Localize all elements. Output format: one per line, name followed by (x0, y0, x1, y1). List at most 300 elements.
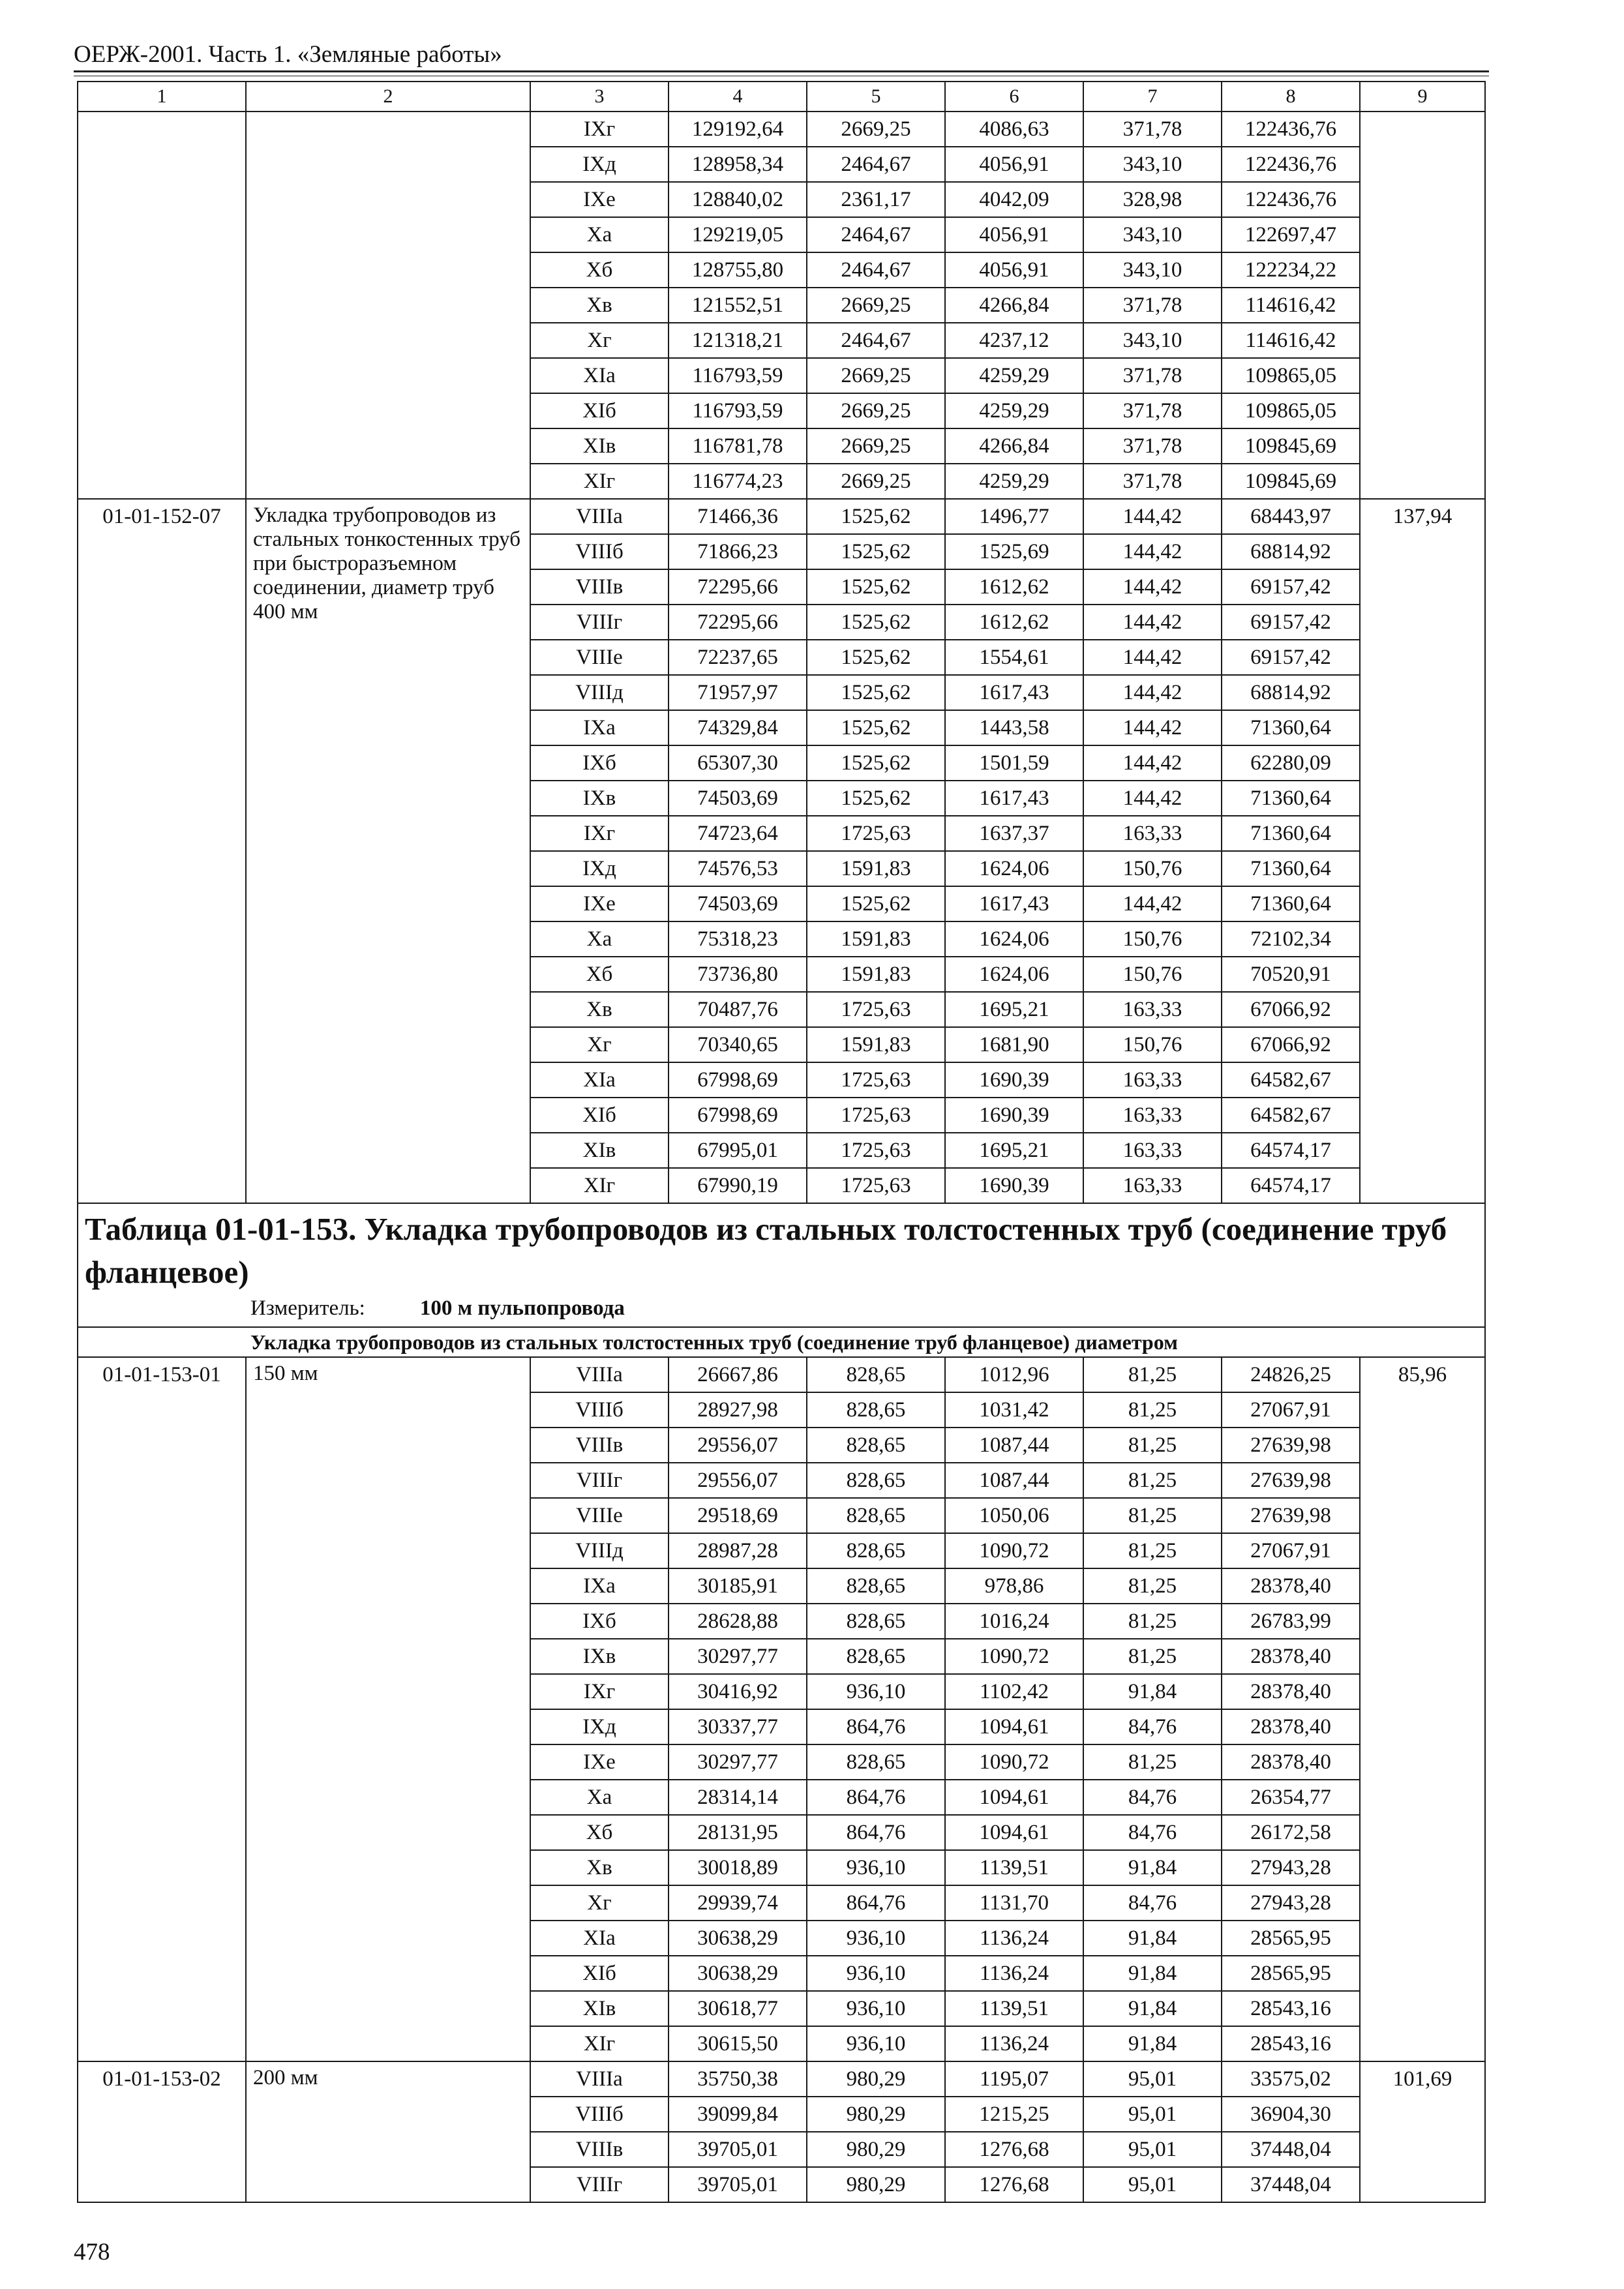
materials-cost: 109865,05 (1222, 393, 1360, 428)
rate-block-01-01-153-01 (78, 1357, 1485, 2061)
wages: 2669,25 (807, 428, 945, 464)
rate-block-01-01-152-07 (78, 499, 1485, 1203)
total-cost: 67998,69 (669, 1062, 807, 1098)
machinist-wages: 371,78 (1083, 464, 1222, 499)
machine-cost: 1496,77 (945, 499, 1083, 534)
table-title-row (78, 1203, 1485, 1327)
total-cost: 71466,36 (669, 499, 807, 534)
machine-cost: 1139,51 (945, 1991, 1083, 2026)
total-cost: 30618,77 (669, 1991, 807, 2026)
labor-cost: 85,96 (1360, 1357, 1485, 2061)
machinist-wages: 91,84 (1083, 1956, 1222, 1991)
machine-cost: 4259,29 (945, 464, 1083, 499)
materials-cost: 28543,16 (1222, 2026, 1360, 2061)
total-cost: 28314,14 (669, 1780, 807, 1815)
zone-group: VIIIв (530, 1428, 669, 1463)
zone-group: Xа (530, 921, 669, 957)
materials-cost: 28378,40 (1222, 1639, 1360, 1674)
total-cost: 35750,38 (669, 2061, 807, 2097)
work-description: 200 мм (246, 2061, 530, 2202)
total-cost: 72237,65 (669, 640, 807, 675)
total-cost: 30185,91 (669, 1568, 807, 1604)
machinist-wages: 163,33 (1083, 1062, 1222, 1098)
wages: 828,65 (807, 1357, 945, 1392)
machine-cost: 1612,62 (945, 605, 1083, 640)
wages: 936,10 (807, 1921, 945, 1956)
zone-group: IXг (530, 816, 669, 851)
materials-cost: 64582,67 (1222, 1062, 1360, 1098)
machine-cost: 1624,06 (945, 851, 1083, 886)
wages: 1725,63 (807, 816, 945, 851)
total-cost: 128958,34 (669, 147, 807, 182)
machine-cost: 4259,29 (945, 393, 1083, 428)
machinist-wages: 91,84 (1083, 1991, 1222, 2026)
wages: 2669,25 (807, 393, 945, 428)
zone-group: Xа (530, 217, 669, 252)
labor-cost: 137,94 (1360, 499, 1485, 1203)
wages: 1725,63 (807, 992, 945, 1027)
wages: 1725,63 (807, 1168, 945, 1203)
machinist-wages: 144,42 (1083, 675, 1222, 710)
machine-cost: 1087,44 (945, 1463, 1083, 1498)
machinist-wages: 371,78 (1083, 358, 1222, 393)
materials-cost: 27639,98 (1222, 1463, 1360, 1498)
machinist-wages: 343,10 (1083, 147, 1222, 182)
wages: 980,29 (807, 2097, 945, 2132)
machinist-wages: 84,76 (1083, 1780, 1222, 1815)
machinist-wages: 81,25 (1083, 1533, 1222, 1568)
machine-cost: 1501,59 (945, 745, 1083, 781)
materials-cost: 122697,47 (1222, 217, 1360, 252)
machine-cost: 1090,72 (945, 1744, 1083, 1780)
materials-cost: 28378,40 (1222, 1709, 1360, 1744)
materials-cost: 109865,05 (1222, 358, 1360, 393)
total-cost: 74723,64 (669, 816, 807, 851)
materials-cost: 109845,69 (1222, 428, 1360, 464)
zone-group: Xв (530, 992, 669, 1027)
machinist-wages: 144,42 (1083, 781, 1222, 816)
zone-group: XIа (530, 1921, 669, 1956)
total-cost: 67995,01 (669, 1133, 807, 1168)
wages: 2669,25 (807, 112, 945, 147)
work-description (246, 112, 530, 499)
wages: 2669,25 (807, 288, 945, 323)
materials-cost: 36904,30 (1222, 2097, 1360, 2132)
wages: 864,76 (807, 1780, 945, 1815)
materials-cost: 71360,64 (1222, 886, 1360, 921)
total-cost: 71866,23 (669, 534, 807, 569)
machine-cost: 4266,84 (945, 428, 1083, 464)
labor-cost: 101,69 (1360, 2061, 1485, 2202)
machine-cost: 1012,96 (945, 1357, 1083, 1392)
machinist-wages: 150,76 (1083, 957, 1222, 992)
column-number: 4 (669, 82, 807, 112)
materials-cost: 26783,99 (1222, 1604, 1360, 1639)
wages: 980,29 (807, 2167, 945, 2202)
wages: 1725,63 (807, 1098, 945, 1133)
total-cost: 29556,07 (669, 1463, 807, 1498)
zone-group: XIв (530, 1133, 669, 1168)
machinist-wages: 144,42 (1083, 605, 1222, 640)
rate-block-continued (78, 112, 1485, 499)
work-description: Укладка трубопроводов из стальных тонкостенных труб при быстроразъемном соединении, диаметр труб 400 мм (246, 499, 530, 1203)
total-cost: 116793,59 (669, 393, 807, 428)
materials-cost: 71360,64 (1222, 710, 1360, 745)
zone-group: XIб (530, 393, 669, 428)
machine-cost: 1525,69 (945, 534, 1083, 569)
wages: 828,65 (807, 1428, 945, 1463)
total-cost: 30416,92 (669, 1674, 807, 1709)
machine-cost: 1690,39 (945, 1098, 1083, 1133)
column-number: 7 (1083, 82, 1222, 112)
total-cost: 29518,69 (669, 1498, 807, 1533)
machinist-wages: 81,25 (1083, 1604, 1222, 1639)
wages: 828,65 (807, 1744, 945, 1780)
zone-group: VIIIг (530, 2167, 669, 2202)
total-cost: 28628,88 (669, 1604, 807, 1639)
materials-cost: 24826,25 (1222, 1357, 1360, 1392)
materials-cost: 122436,76 (1222, 182, 1360, 217)
materials-cost: 122234,22 (1222, 252, 1360, 288)
zone-group: VIIIе (530, 1498, 669, 1533)
machine-cost: 4056,91 (945, 252, 1083, 288)
column-number: 5 (807, 82, 945, 112)
total-cost: 74329,84 (669, 710, 807, 745)
wages: 936,10 (807, 1956, 945, 1991)
wages: 864,76 (807, 1815, 945, 1850)
meter-line (85, 1294, 1478, 1323)
column-number: 2 (246, 82, 530, 112)
zone-group: XIа (530, 1062, 669, 1098)
total-cost: 128755,80 (669, 252, 807, 288)
machine-cost: 1136,24 (945, 2026, 1083, 2061)
machine-cost: 1094,61 (945, 1815, 1083, 1850)
machine-cost: 1443,58 (945, 710, 1083, 745)
machinist-wages: 95,01 (1083, 2061, 1222, 2097)
machinist-wages: 144,42 (1083, 640, 1222, 675)
machinist-wages: 150,76 (1083, 851, 1222, 886)
zone-group: VIIIд (530, 1533, 669, 1568)
table-subheading: Укладка трубопроводов из стальных толстостенных труб (соединение труб фланцевое) диаметром (78, 1327, 1485, 1357)
materials-cost: 122436,76 (1222, 112, 1360, 147)
zone-group: IXд (530, 851, 669, 886)
wages: 1591,83 (807, 957, 945, 992)
machinist-wages: 144,42 (1083, 534, 1222, 569)
wages: 1525,62 (807, 640, 945, 675)
machine-cost: 1624,06 (945, 957, 1083, 992)
machine-cost: 1102,42 (945, 1674, 1083, 1709)
total-cost: 116781,78 (669, 428, 807, 464)
machinist-wages: 95,01 (1083, 2132, 1222, 2167)
materials-cost: 28543,16 (1222, 1991, 1360, 2026)
zone-group: XIг (530, 464, 669, 499)
machinist-wages: 81,25 (1083, 1498, 1222, 1533)
zone-group: VIIIа (530, 1357, 669, 1392)
total-cost: 72295,66 (669, 605, 807, 640)
table-row (78, 499, 1485, 534)
materials-cost: 28378,40 (1222, 1744, 1360, 1780)
wages: 828,65 (807, 1604, 945, 1639)
materials-cost: 69157,42 (1222, 605, 1360, 640)
total-cost: 71957,97 (669, 675, 807, 710)
machinist-wages: 163,33 (1083, 816, 1222, 851)
total-cost: 67998,69 (669, 1098, 807, 1133)
materials-cost: 62280,09 (1222, 745, 1360, 781)
zone-group: XIа (530, 358, 669, 393)
materials-cost: 114616,42 (1222, 323, 1360, 358)
subheading-row (78, 1327, 1485, 1357)
total-cost: 30638,29 (669, 1956, 807, 1991)
wages: 1725,63 (807, 1133, 945, 1168)
materials-cost: 27639,98 (1222, 1498, 1360, 1533)
machinist-wages: 84,76 (1083, 1885, 1222, 1921)
materials-cost: 64582,67 (1222, 1098, 1360, 1133)
total-cost: 129192,64 (669, 112, 807, 147)
machinist-wages: 144,42 (1083, 569, 1222, 605)
machine-cost: 1624,06 (945, 921, 1083, 957)
machine-cost: 1139,51 (945, 1850, 1083, 1885)
materials-cost: 27639,98 (1222, 1428, 1360, 1463)
meter-label: Измеритель: (250, 1296, 365, 1320)
wages: 1725,63 (807, 1062, 945, 1098)
materials-cost: 71360,64 (1222, 851, 1360, 886)
rate-block-01-01-153-02 (78, 2061, 1485, 2202)
zone-group: IXг (530, 112, 669, 147)
materials-cost: 71360,64 (1222, 816, 1360, 851)
total-cost: 121318,21 (669, 323, 807, 358)
machine-cost: 1617,43 (945, 886, 1083, 921)
materials-cost: 71360,64 (1222, 781, 1360, 816)
total-cost: 74503,69 (669, 886, 807, 921)
table-row (78, 112, 1485, 147)
machinist-wages: 163,33 (1083, 1133, 1222, 1168)
wages: 936,10 (807, 2026, 945, 2061)
wages: 980,29 (807, 2132, 945, 2167)
machine-cost: 978,86 (945, 1568, 1083, 1604)
machine-cost: 1090,72 (945, 1533, 1083, 1568)
machine-cost: 1637,37 (945, 816, 1083, 851)
machinist-wages: 81,25 (1083, 1744, 1222, 1780)
machine-cost: 1087,44 (945, 1428, 1083, 1463)
rates-table (77, 81, 1486, 2203)
materials-cost: 27067,91 (1222, 1392, 1360, 1428)
materials-cost: 37448,04 (1222, 2167, 1360, 2202)
machinist-wages: 163,33 (1083, 1168, 1222, 1203)
wages: 1525,62 (807, 499, 945, 534)
meter-value: 100 м пульпопровода (419, 1296, 625, 1320)
page-number: 478 (74, 2239, 110, 2266)
materials-cost: 72102,34 (1222, 921, 1360, 957)
zone-group: XIб (530, 1098, 669, 1133)
zone-group: Xв (530, 288, 669, 323)
wages: 2464,67 (807, 147, 945, 182)
wages: 936,10 (807, 1850, 945, 1885)
machinist-wages: 81,25 (1083, 1463, 1222, 1498)
machinist-wages: 343,10 (1083, 323, 1222, 358)
zone-group: XIв (530, 1991, 669, 2026)
materials-cost: 67066,92 (1222, 992, 1360, 1027)
wages: 2464,67 (807, 252, 945, 288)
zone-group: XIг (530, 1168, 669, 1203)
wages: 1525,62 (807, 675, 945, 710)
total-cost: 30297,77 (669, 1639, 807, 1674)
machine-cost: 1050,06 (945, 1498, 1083, 1533)
table-row (78, 2061, 1485, 2097)
column-number-row (78, 82, 1485, 112)
zone-group: VIIIб (530, 534, 669, 569)
wages: 1525,62 (807, 534, 945, 569)
zone-group: XIг (530, 2026, 669, 2061)
machinist-wages: 95,01 (1083, 2167, 1222, 2202)
total-cost: 74503,69 (669, 781, 807, 816)
zone-group: IXб (530, 745, 669, 781)
wages: 2669,25 (807, 464, 945, 499)
zone-group: IXд (530, 147, 669, 182)
zone-group: Xб (530, 252, 669, 288)
zone-group: IXв (530, 1639, 669, 1674)
machine-cost: 1695,21 (945, 992, 1083, 1027)
machinist-wages: 81,25 (1083, 1357, 1222, 1392)
total-cost: 30615,50 (669, 2026, 807, 2061)
zone-group: IXе (530, 886, 669, 921)
total-cost: 75318,23 (669, 921, 807, 957)
zone-group: IXе (530, 182, 669, 217)
zone-group: IXе (530, 1744, 669, 1780)
machinist-wages: 91,84 (1083, 1674, 1222, 1709)
rate-code (78, 112, 246, 499)
zone-group: VIIIе (530, 640, 669, 675)
zone-group: VIIIа (530, 2061, 669, 2097)
total-cost: 29939,74 (669, 1885, 807, 1921)
machine-cost: 1016,24 (945, 1604, 1083, 1639)
machinist-wages: 371,78 (1083, 393, 1222, 428)
machine-cost: 1031,42 (945, 1392, 1083, 1428)
machinist-wages: 81,25 (1083, 1392, 1222, 1428)
wages: 2464,67 (807, 217, 945, 252)
wages: 1591,83 (807, 851, 945, 886)
materials-cost: 28378,40 (1222, 1674, 1360, 1709)
wages: 828,65 (807, 1639, 945, 1674)
wages: 936,10 (807, 1991, 945, 2026)
wages: 828,65 (807, 1498, 945, 1533)
machine-cost: 1695,21 (945, 1133, 1083, 1168)
machine-cost: 1276,68 (945, 2167, 1083, 2202)
zone-group: XIв (530, 428, 669, 464)
table-title: Таблица 01-01-153. Укладка трубопроводов из стальных толстостенных труб (соединение труб фланцевое) (85, 1211, 1447, 1290)
total-cost: 74576,53 (669, 851, 807, 886)
total-cost: 39705,01 (669, 2167, 807, 2202)
total-cost: 116793,59 (669, 358, 807, 393)
materials-cost: 68814,92 (1222, 534, 1360, 569)
zone-group: Xб (530, 957, 669, 992)
zone-group: Xа (530, 1780, 669, 1815)
machine-cost: 4056,91 (945, 147, 1083, 182)
machinist-wages: 91,84 (1083, 2026, 1222, 2061)
machinist-wages: 144,42 (1083, 499, 1222, 534)
machine-cost: 1690,39 (945, 1168, 1083, 1203)
machinist-wages: 371,78 (1083, 428, 1222, 464)
materials-cost: 37448,04 (1222, 2132, 1360, 2167)
rate-code: 01-01-152-07 (78, 499, 246, 1203)
labor-cost (1360, 112, 1485, 499)
zone-group: IXа (530, 1568, 669, 1604)
machine-cost: 4237,12 (945, 323, 1083, 358)
wages: 2464,67 (807, 323, 945, 358)
column-number: 3 (530, 82, 669, 112)
machine-cost: 1681,90 (945, 1027, 1083, 1062)
machinist-wages: 371,78 (1083, 288, 1222, 323)
machinist-wages: 81,25 (1083, 1568, 1222, 1604)
wages: 1525,62 (807, 886, 945, 921)
total-cost: 39099,84 (669, 2097, 807, 2132)
machinist-wages: 144,42 (1083, 886, 1222, 921)
machinist-wages: 150,76 (1083, 921, 1222, 957)
machinist-wages: 343,10 (1083, 252, 1222, 288)
zone-group: Xв (530, 1850, 669, 1885)
machinist-wages: 91,84 (1083, 1921, 1222, 1956)
zone-group: XIб (530, 1956, 669, 1991)
machine-cost: 1195,07 (945, 2061, 1083, 2097)
machine-cost: 1090,72 (945, 1639, 1083, 1674)
zone-group: VIIIг (530, 1463, 669, 1498)
materials-cost: 26354,77 (1222, 1780, 1360, 1815)
machine-cost: 1554,61 (945, 640, 1083, 675)
machinist-wages: 81,25 (1083, 1428, 1222, 1463)
machine-cost: 1215,25 (945, 2097, 1083, 2132)
total-cost: 30297,77 (669, 1744, 807, 1780)
wages: 936,10 (807, 1674, 945, 1709)
zone-group: Xг (530, 1885, 669, 1921)
machine-cost: 1094,61 (945, 1709, 1083, 1744)
wages: 828,65 (807, 1568, 945, 1604)
wages: 864,76 (807, 1709, 945, 1744)
total-cost: 65307,30 (669, 745, 807, 781)
machine-cost: 4266,84 (945, 288, 1083, 323)
total-cost: 29556,07 (669, 1428, 807, 1463)
running-header: ОЕРЖ-2001. Часть 1. «Земляные работы» (74, 41, 502, 68)
zone-group: IXа (530, 710, 669, 745)
machine-cost: 1136,24 (945, 1956, 1083, 1991)
table-title-cell (78, 1203, 1485, 1327)
table-row (78, 1357, 1485, 1392)
materials-cost: 68814,92 (1222, 675, 1360, 710)
wages: 864,76 (807, 1885, 945, 1921)
materials-cost: 69157,42 (1222, 640, 1360, 675)
zone-group: VIIIг (530, 605, 669, 640)
wages: 828,65 (807, 1392, 945, 1428)
materials-cost: 64574,17 (1222, 1133, 1360, 1168)
materials-cost: 64574,17 (1222, 1168, 1360, 1203)
total-cost: 26667,86 (669, 1357, 807, 1392)
materials-cost: 27067,91 (1222, 1533, 1360, 1568)
total-cost: 128840,02 (669, 182, 807, 217)
total-cost: 28131,95 (669, 1815, 807, 1850)
machine-cost: 1131,70 (945, 1885, 1083, 1921)
wages: 1525,62 (807, 605, 945, 640)
machine-cost: 1094,61 (945, 1780, 1083, 1815)
wages: 828,65 (807, 1463, 945, 1498)
machine-cost: 1617,43 (945, 675, 1083, 710)
machinist-wages: 91,84 (1083, 1850, 1222, 1885)
wages: 1525,62 (807, 781, 945, 816)
machine-cost: 1690,39 (945, 1062, 1083, 1098)
wages: 2669,25 (807, 358, 945, 393)
wages: 1525,62 (807, 745, 945, 781)
machinist-wages: 163,33 (1083, 992, 1222, 1027)
header-rule (74, 70, 1489, 72)
machinist-wages: 328,98 (1083, 182, 1222, 217)
materials-cost: 69157,42 (1222, 569, 1360, 605)
